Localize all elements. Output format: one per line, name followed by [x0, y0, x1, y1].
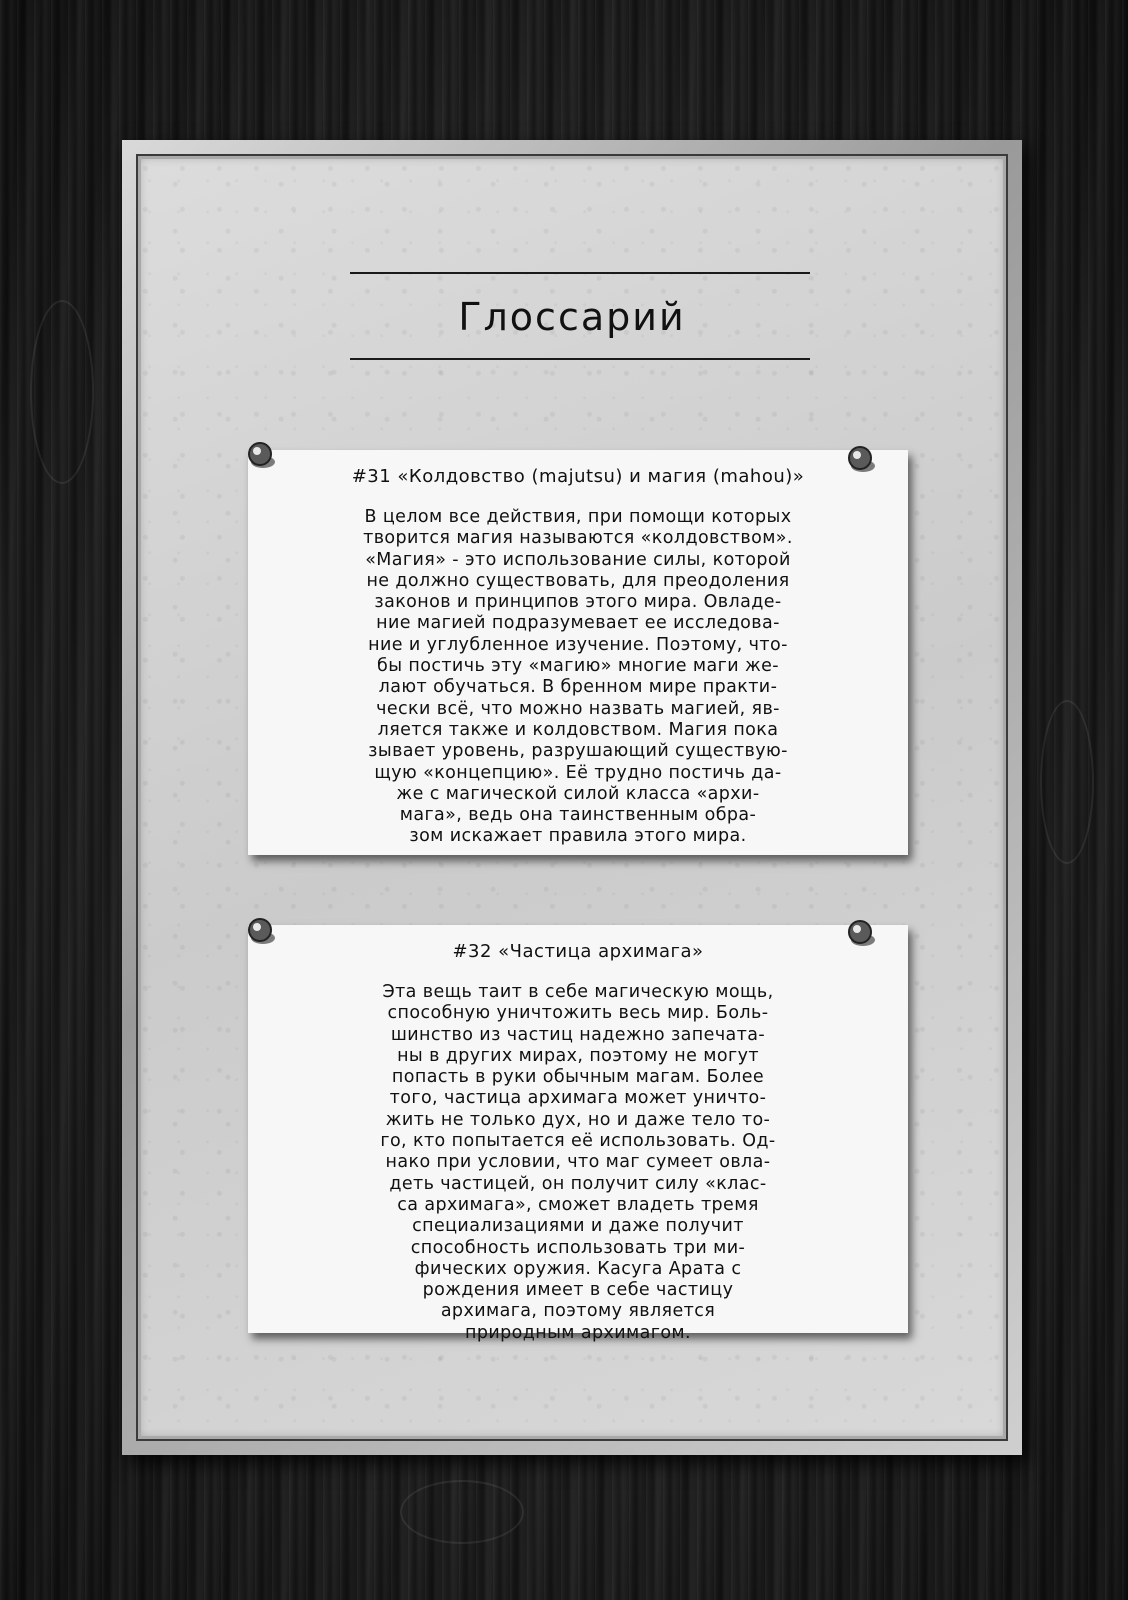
- wood-knot: [30, 300, 94, 484]
- title-bottom-rule: [350, 358, 810, 360]
- wood-knot: [400, 1480, 524, 1544]
- entry-body: В целом все действия, при помощи которых творится магия называются «колдовством». «Магия» - это использование силы, которой не должно существовать, для преодоления законов и принципов этого мира. Овладе- ние магией подразумевает ее исследова- ние и углубленное изучение. Поэтому, что- бы постичь эту «магию» многие маги же- лают обучаться. В бренном мире практи- чески всё, что можно назвать магией, яв- ляется также и колдовством. Магия пока зывает уровень, разрушающий существую- щую «концепцию». Её трудно постичь да- же с магической силой класса «архи- мага», ведь она таинственным обра- зом искажает правила этого мира.: [363, 507, 793, 847]
- wood-knot: [1040, 700, 1094, 864]
- push-pin-icon: [846, 444, 880, 478]
- title-top-rule: [350, 272, 810, 274]
- entry-title: #31 «Колдовство (majutsu) и магия (mahou)»: [351, 466, 805, 487]
- page-title: Глоссарий: [458, 295, 686, 339]
- glossary-entry-card: [248, 450, 908, 855]
- entry-body: Эта вещь таит в себе магическую мощь, способную уничтожить весь мир. Боль- шинство из частиц надежно запечата- ны в других мирах, поэтому не могут попасть в руки обычным магам. Более того, частица архимага может уничто- жить не только дух, но и даже тело то- го, кто попытается её использовать. Од- нако при условии, что маг сумеет овла- деть частицей, он получит силу «клас- са архимага», сможет владеть тремя специализациями и даже получит способность использовать три ми- фических оружия. Касуга Арата с рождения имеет в себе частицу архимага, поэтому является природным архимагом.: [380, 982, 776, 1343]
- glossary-entry-card: [248, 925, 908, 1343]
- push-pin-icon: [846, 918, 880, 952]
- entry-title: #32 «Частица архимага»: [452, 941, 704, 962]
- push-pin-icon: [246, 916, 280, 950]
- push-pin-icon: [246, 440, 280, 474]
